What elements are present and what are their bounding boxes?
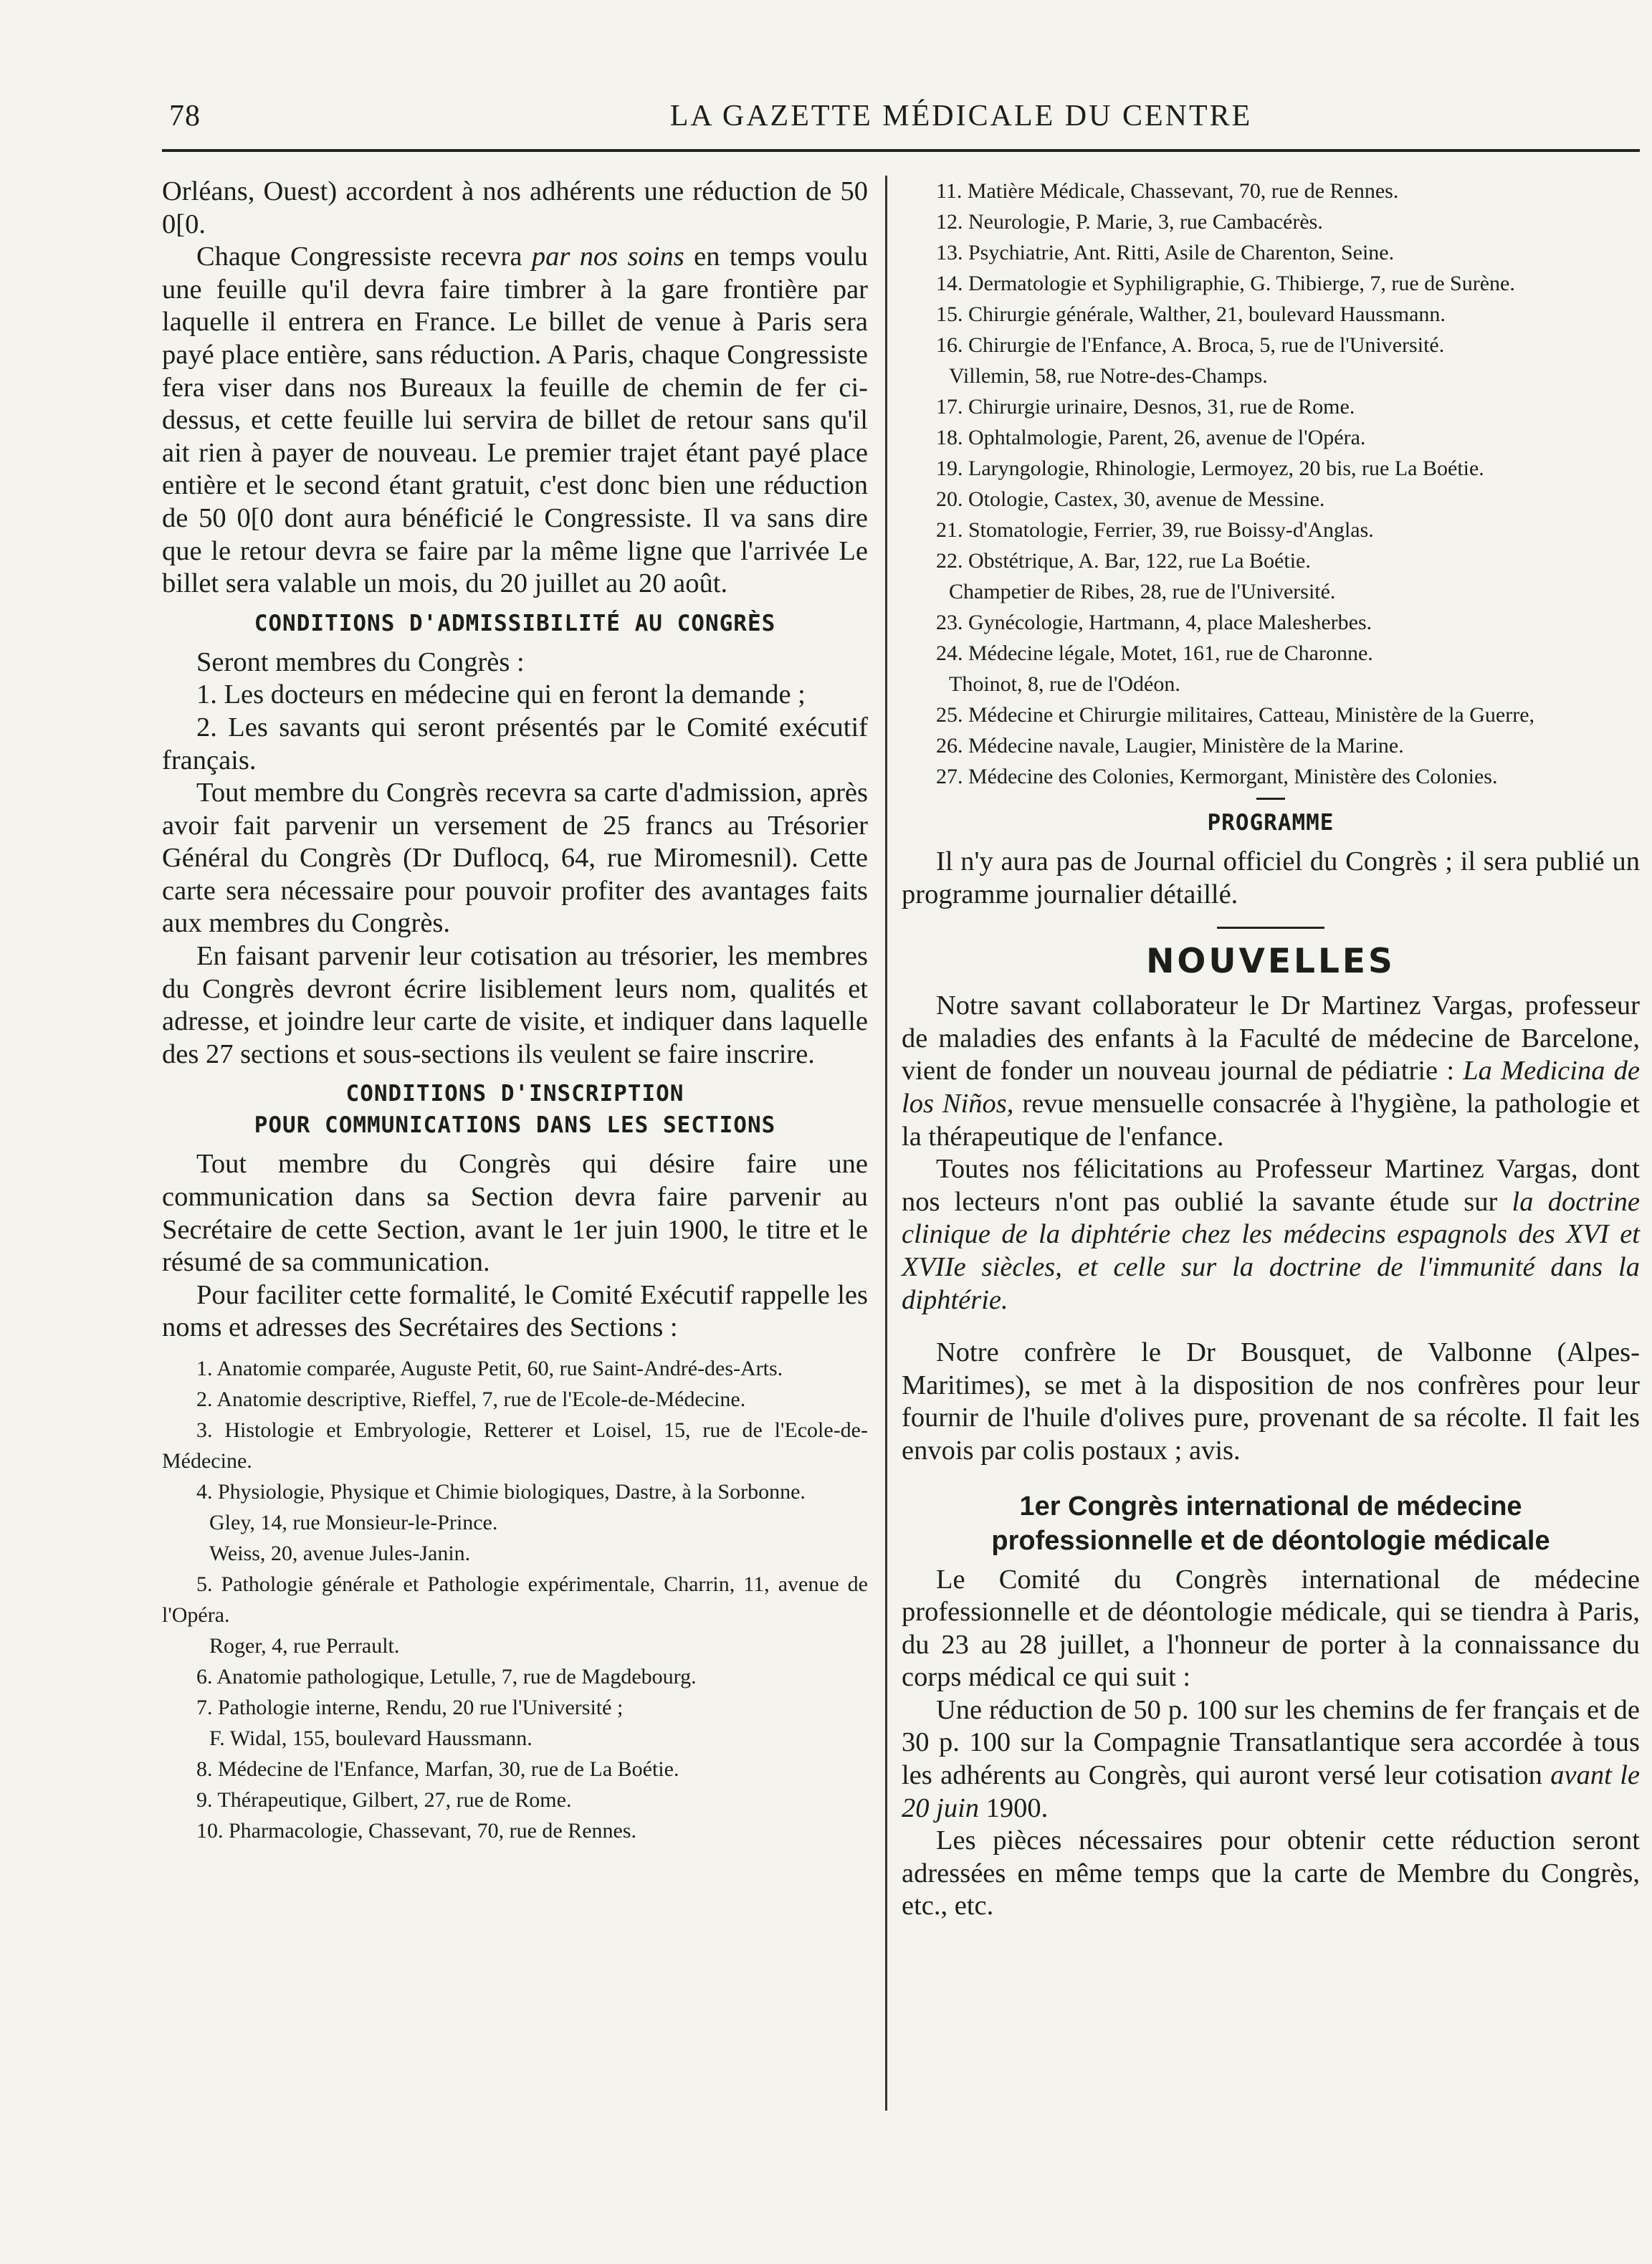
list-item: 8. Médecine de l'Enfance, Marfan, 30, rue de La Boétie. (196, 1757, 679, 1781)
text-run: 1900. (979, 1792, 1049, 1823)
list-item: 25. Médecine et Chirurgie militaires, Catteau, Ministère de la Guerre, (936, 703, 1535, 727)
list-item: 26. Médecine navale, Laugier, Ministère de la Marine. (936, 734, 1404, 758)
paragraph-cotisation: En faisant parvenir leur cotisation au trésorier, les membres du Congrès devront écrire lisiblement leurs nom, qualités et adresse, et joindre leur carte de visite, et indiquer dans laquelle des 27 sections et sous-sections ils veulent se faire inscrire. (162, 941, 868, 1069)
list-item: 19. Laryngologie, Rhinologie, Lermoyez, 20 bis, rue La Boétie. (936, 457, 1484, 480)
heading-congres-1: 1er Congrès international de médecine (1019, 1491, 1522, 1522)
italic-run: par nos soins (531, 242, 684, 272)
list-item: Champetier de Ribes, 28, rue de l'Université. (949, 580, 1336, 603)
list-item: 27. Médecine des Colonies, Kermorgant, Ministère des Colonies. (936, 765, 1498, 788)
list-item: 1. Anatomie comparée, Auguste Petit, 60, rue Saint-André-des-Arts. (196, 1357, 783, 1380)
list-item: 12. Neurologie, P. Marie, 3, rue Cambacérès. (936, 210, 1323, 234)
page-number: 78 (169, 100, 201, 133)
paragraph-formalite: Pour faciliter cette formalité, le Comité Exécutif rappelle les noms et adresses des Secrétaires des Sections : (162, 1279, 868, 1343)
list-item: 5. Pathologie générale et Pathologie expérimentale, Charrin, 11, avenue de l'Opéra. (162, 1572, 868, 1627)
spacer (902, 1468, 1640, 1489)
heading-nouvelles: NOUVELLES (1146, 942, 1395, 982)
separator-dash (1256, 798, 1285, 800)
paragraph-membres: Seront membres du Congrès : (196, 646, 525, 677)
list-item: 17. Chirurgie urinaire, Desnos, 31, rue de Rome. (936, 395, 1355, 419)
list-item: 21. Stomatologie, Ferrier, 39, rue Boissy-d'Anglas. (936, 518, 1374, 542)
heading-inscription-2: POUR COMMUNICATIONS DANS LES SECTIONS (254, 1112, 776, 1139)
running-head (169, 99, 1624, 139)
heading-programme: PROGRAMME (1207, 810, 1335, 836)
paragraph-communication: Tout membre du Congrès qui désire faire une communication dans sa Section devra faire parvenir au Secrétaire de cette Section, avant le 1er juin 1900, le titre et le résumé de sa communication. (162, 1149, 868, 1278)
text-run: revue mensuelle consacrée à l'hygiène, la pathologie et la thérapeutique de l'enfance. (902, 1088, 1640, 1152)
list-item: 2. Anatomie descriptive, Rieffel, 7, rue de l'Ecole-de-Médecine. (196, 1387, 746, 1411)
text-run: Notre savant collaborateur le Dr Martinez Vargas, professeur de maladies des enfants à la Faculté de médecine de Barcelone, vient de fonder un nouveau journal de pédiatrie : (902, 990, 1640, 1086)
paragraph-bousquet: Notre confrère le Dr Bousquet, de Valbonne (Alpes-Maritimes), se met à la disposition de nos confrères pour leur fournir de l'huile d'olives pure, provenant de sa récolte. Il fait les envois par colis postaux ; avis. (902, 1337, 1640, 1466)
heading-inscription-1: CONDITIONS D'INSCRIPTION (345, 1081, 684, 1107)
italic-run: La Medicina de los Niños, (902, 1056, 1640, 1119)
header-rule (162, 149, 1640, 152)
list-item: 4. Physiologie, Physique et Chimie biologiques, Dastre, à la Sorbonne. (196, 1480, 806, 1504)
text-run: Chaque Congressiste recevra (196, 242, 532, 272)
left-column (162, 176, 868, 1846)
list-item: 14. Dermatologie et Syphiligraphie, G. Thibierge, 7, rue de Surène. (936, 272, 1515, 295)
list-item: Weiss, 20, avenue Jules-Janin. (209, 1542, 471, 1565)
journal-title: LA GAZETTE MÉDICALE DU CENTRE (669, 100, 1253, 133)
list-item: 11. Matière Médicale, Chassevant, 70, rue de Rennes. (936, 179, 1399, 203)
paragraph-congressiste (162, 241, 868, 601)
list-item: 13. Psychiatrie, Ant. Ritti, Asile de Charenton, Seine. (936, 241, 1395, 264)
right-column (902, 176, 1640, 1923)
list-item: 7. Pathologie interne, Rendu, 20 rue l'Université ; (196, 1696, 624, 1719)
list-item: 20. Otologie, Castex, 30, avenue de Messine. (936, 487, 1325, 511)
list-item: 23. Gynécologie, Hartmann, 4, place Malesherbes. (936, 611, 1372, 634)
list-item: Roger, 4, rue Perrault. (209, 1634, 400, 1658)
paragraph-carte: Tout membre du Congrès recevra sa carte d'admission, après avoir fait parvenir un versement de 25 francs au Trésorier Général du Congrès (Dr Duflocq, 64, rue Miromesnil). Cette carte sera nécessaire pour pouvoir profiter des avantages faits aux membres du Congrès. (162, 778, 868, 939)
list-item: 3. Histologie et Embryologie, Retterer et Loisel, 15, rue de l'Ecole-de-Médecine. (162, 1418, 868, 1473)
text-run: Une réduction de 50 p. 100 sur les chemins de fer français et de 30 p. 100 sur la Compagnie Transatlantique sera accordée à tous les adhérents au Congrès, qui auront versé leur cotisation (902, 1694, 1640, 1791)
column-rule (885, 176, 887, 2111)
sections-list-right (902, 176, 1640, 792)
paragraph-pieces: Les pièces nécessaires pour obtenir cette réduction seront adressées en même temps que la carte de Membre du Congrès, etc., etc. (902, 1825, 1640, 1921)
list-item: 18. Ophtalmologie, Parent, 26, avenue de l'Opéra. (936, 426, 1366, 449)
sections-list-left (162, 1353, 868, 1846)
text-run: en temps voulu une feuille qu'il devra faire timbrer à la gare frontière par laquelle il entrera en France. Le billet de venue à Paris sera payé place entière, sans réduction. A Paris, chaque Congressiste fera viser dans nos Bureaux la feuille de chemin de fer ci-dessus, et cette feuille lui servira de billet de retour sans qu'il ait rien à payer de nouveau. Le premier trajet étant payé place entière et le second étant gratuit, c'est donc bien une réduction de 50 0[0 dont aura bénéficié le Congressiste. Il va sans dire que le retour devra se faire par la même ligne que l'arrivée Le billet sera valable un mois, du 20 juillet au 20 août. (162, 242, 868, 599)
italic-run: la doctrine clinique de la diphtérie chez les médecins espagnols des XVI et XVIIe siècles, et celle sur la doctrine de l'immunité dans la diphtérie. (902, 1186, 1640, 1315)
list-item: 16. Chirurgie de l'Enfance, A. Broca, 5, rue de l'Université. (936, 333, 1445, 357)
list-item: 6. Anatomie pathologique, Letulle, 7, rue de Magdebourg. (196, 1665, 697, 1689)
paragraph-reduction-congres (902, 1694, 1640, 1825)
heading-admissibilite: CONDITIONS D'ADMISSIBILITÉ AU CONGRÈS (254, 610, 776, 636)
paragraph-felicitations (902, 1153, 1640, 1317)
paragraph-savants: 2. Les savants qui seront présentés par le Comité exécutif français. (162, 712, 868, 775)
list-item: F. Widal, 155, boulevard Haussmann. (209, 1726, 533, 1750)
text-run: Toutes nos félicitations au Professeur Martinez Vargas, dont nos lecteurs n'ont pas oublié la savante étude sur (902, 1154, 1640, 1217)
paragraph-docteurs: 1. Les docteurs en médecine qui en feront la demande ; (196, 679, 806, 710)
separator-rule (1217, 927, 1324, 929)
list-item: 15. Chirurgie générale, Walther, 21, boulevard Haussmann. (936, 302, 1446, 326)
list-item: Thoinot, 8, rue de l'Odéon. (949, 672, 1180, 696)
heading-congres-2: professionnelle et de déontologie médicale (991, 1525, 1550, 1556)
paragraph-vargas (902, 990, 1640, 1153)
list-item: Villemin, 58, rue Notre-des-Champs. (949, 364, 1268, 388)
list-item: Gley, 14, rue Monsieur-le-Prince. (209, 1511, 498, 1534)
list-item: 9. Thérapeutique, Gilbert, 27, rue de Rome. (196, 1788, 572, 1812)
paragraph-reduction: Orléans, Ouest) accordent à nos adhérents une réduction de 50 0[0. (162, 176, 868, 239)
paragraph-programme: Il n'y aura pas de Journal officiel du Congrès ; il sera publié un programme journalier détaillé. (902, 846, 1640, 909)
italic-run: avant le 20 juin (902, 1760, 1640, 1823)
paragraph-comite: Le Comité du Congrès international de médecine professionnelle et de déontologie médicale, qui se tiendra à Paris, du 23 au 28 juillet, a l'honneur de porter à la connaissance du corps médical ce qui suit : (902, 1564, 1640, 1693)
list-item: 22. Obstétrique, A. Bar, 122, rue La Boétie. (936, 549, 1311, 573)
list-item: 24. Médecine légale, Motet, 161, rue de Charonne. (936, 641, 1373, 665)
list-item: 10. Pharmacologie, Chassevant, 70, rue de Rennes. (196, 1819, 637, 1843)
